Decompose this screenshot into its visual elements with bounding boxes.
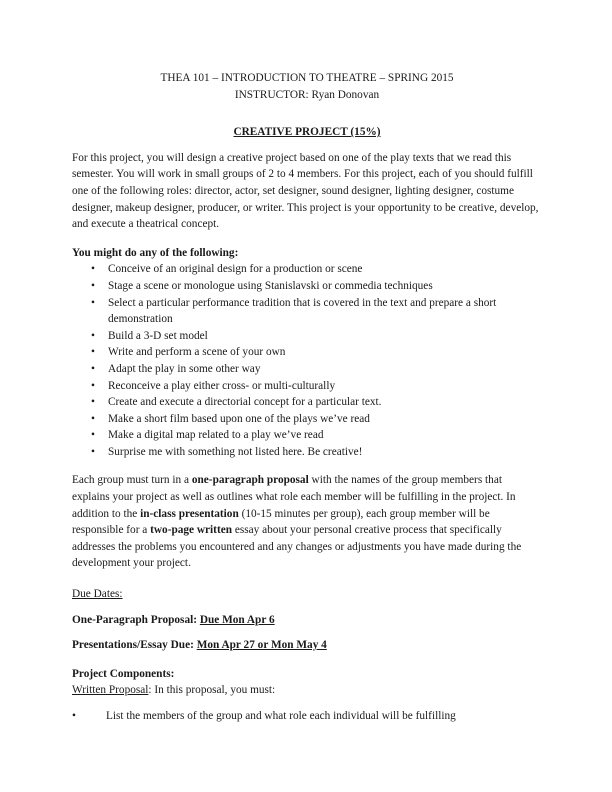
bullet-marker: • — [72, 710, 76, 722]
list-item — [72, 427, 542, 444]
list-item-text: Conceive of an original design for a production or scene — [108, 263, 363, 276]
list-item-text: Surprise me with something not listed here. Be creative! — [108, 445, 363, 458]
list-item-text: Select a particular performance tradition that is covered in the text and prepare a short demonstration — [108, 296, 497, 326]
component-item-text: List the members of the group and what role each individual will be fulfilling — [106, 710, 456, 722]
list-item — [72, 344, 542, 361]
written-proposal-text: : In this proposal, you must: — [148, 684, 276, 697]
course-header: THEA 101 – INTRODUCTION TO THEATRE – SPRING 2015 — [160, 72, 454, 84]
essay-emphasis: two-page written — [150, 524, 233, 537]
bullet-marker: • — [91, 279, 95, 292]
list-item-text: Make a digital map related to a play we’ve read — [108, 429, 324, 442]
bullet-marker: • — [91, 396, 95, 409]
list-item — [72, 378, 542, 395]
options-heading: You might do any of the following: — [72, 246, 239, 259]
bullet-marker: • — [91, 346, 95, 359]
group-text-part3: (10-15 minutes per group), each group member will be responsible for a — [72, 507, 490, 537]
bullet-marker: • — [91, 263, 95, 276]
project-title: CREATIVE PROJECT (15%) — [233, 126, 381, 139]
presentation-due-line — [72, 637, 542, 654]
list-item — [72, 394, 542, 411]
list-item-text: Make a short film based upon one of the plays we’ve read — [108, 412, 370, 425]
due-dates-label: Due Dates: — [72, 588, 123, 601]
list-item — [72, 295, 542, 328]
bullet-marker: • — [91, 296, 95, 309]
bullet-marker: • — [91, 412, 95, 425]
list-item — [72, 278, 542, 295]
bullet-marker: • — [91, 445, 95, 458]
list-item — [72, 361, 542, 378]
group-text-part4: essay about your personal creative process that specifically addresses the problems you encountered and any changes or adjustments you have made during the development your project. — [72, 524, 522, 570]
list-item — [72, 261, 542, 278]
written-proposal-line — [72, 682, 542, 699]
group-text-part2: with the names of the group members that explains your project as well as outlines what role each member will be fulfilling in the project. In addition to the — [72, 474, 516, 520]
bullet-marker: • — [91, 329, 95, 342]
list-item-text: Build a 3-D set model — [108, 329, 208, 342]
proposal-emphasis: one-paragraph proposal — [191, 474, 309, 487]
proposal-due-line — [72, 612, 542, 629]
group-requirements-paragraph — [72, 472, 542, 572]
list-item — [72, 328, 542, 345]
proposal-due-date: Due Mon Apr 6 — [199, 613, 275, 626]
list-item-text: Stage a scene or monologue using Stanislavski or commedia techniques — [108, 279, 433, 292]
options-list — [72, 261, 542, 460]
list-item — [72, 444, 542, 461]
component-list-item — [72, 708, 542, 725]
list-item-text: Write and perform a scene of your own — [108, 346, 286, 359]
written-proposal-label: Written Proposal — [72, 684, 149, 697]
components-heading: Project Components: — [72, 667, 175, 680]
bullet-marker: • — [91, 379, 95, 392]
presentation-emphasis: in-class presentation — [140, 507, 239, 520]
bullet-marker: • — [91, 362, 95, 375]
proposal-due-label: One-Paragraph Proposal: — [72, 613, 200, 626]
list-item-text: Create and execute a directorial concept for a particular text. — [108, 396, 382, 409]
instructor-line: INSTRUCTOR: Ryan Donovan — [234, 88, 380, 101]
list-item-text: Adapt the play in some other way — [108, 362, 261, 375]
bullet-marker: • — [91, 429, 95, 442]
list-item-text: Reconceive a play either cross- or multi-culturally — [108, 379, 336, 392]
presentation-due-date: Mon Apr 27 or Mon May 4 — [196, 639, 327, 652]
list-item — [72, 411, 542, 428]
intro-paragraph: For this project, you will design a creative project based on one of the play texts that we read this semester. You will work in small groups of 2 to 4 members. For this project, each of you should fulfill one of the following roles: director, actor, set designer, sound designer, lighting designer, costume designer, makeup designer, producer, or writer. This project is your opportunity to be creative, develop, and execute a theatrical concept. — [72, 151, 539, 231]
presentation-due-label: Presentations/Essay Due: — [72, 639, 197, 652]
document-page — [72, 70, 542, 725]
group-text-part1: Each group must turn in a — [72, 474, 192, 487]
